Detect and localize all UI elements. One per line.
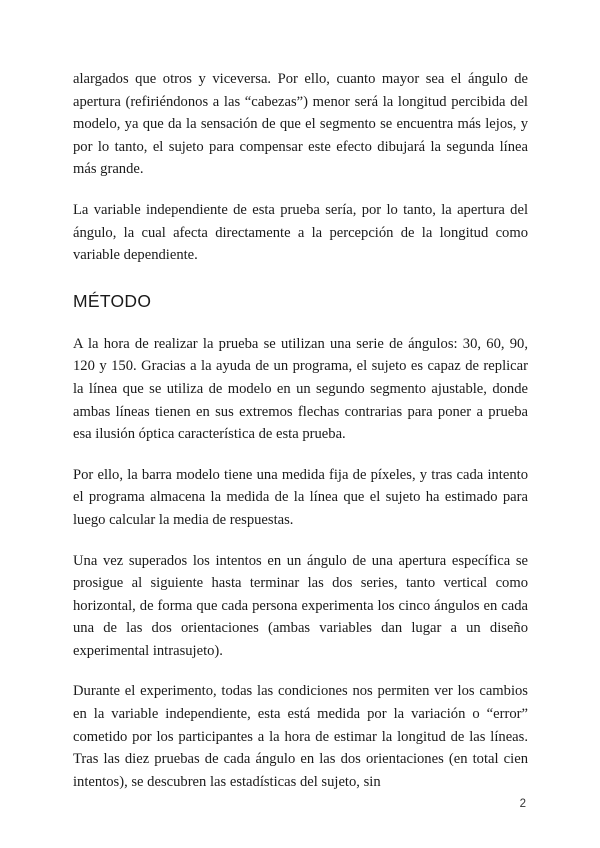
paragraph-method-2: Por ello, la barra modelo tiene una medida fija de píxeles, y tras cada intento el programa almacena la medida de la línea que el sujeto ha estimado para luego calcular la media de respuestas. [73, 466, 528, 528]
page-number: 2 [519, 798, 526, 810]
paragraph-method-4: Durante el experimento, todas las condiciones nos permiten ver los cambios en la variable independiente, esta está medida por la variación o “error” cometido por los participantes a la hora de estimar la longitud de las líneas. Tras las diez pruebas de cada ángulo en las dos orientaciones (en total cien intentos), se descubren las estadísticas del sujeto, sin [73, 683, 528, 790]
paragraph-method-1: A la hora de realizar la prueba se utilizan una serie de ángulos: 30, 60, 90, 120 y 150. Gracias a la ayuda de un programa, el sujeto es capaz de replicar la línea que se utiliza de modelo en un segundo segmento ajustable, donde ambas líneas tienen en sus extremos flechas contrarias para poner a prueba esa ilusión óptica característica de esta prueba. [73, 335, 528, 443]
section-heading-metodo: MÉTODO [73, 290, 152, 311]
paragraph-method-3: Una vez superados los intentos en un ángulo de una apertura específica se prosigue al siguiente hasta terminar las dos series, tanto vertical como horizontal, de forma que cada persona experimenta los cinco ángulos en cada una de las dos orientaciones (ambas variables dan lugar a un diseño experimental intrasujeto). [73, 552, 528, 659]
document-page [73, 68, 528, 793]
paragraph-intro-1: alargados que otros y viceversa. Por ello, cuanto mayor sea el ángulo de apertura (refiriéndonos a las “cabezas”) menor será la longitud percibida del modelo, ya que da la sensación de que el segmento se encuentra más lejos, y por lo tanto, el sujeto para compensar este efecto dibujará la segunda línea más grande. [73, 71, 528, 178]
paragraph-intro-2: La variable independiente de esta prueba sería, por lo tanto, la apertura del ángulo, la cual afecta directamente a la percepción de la longitud como variable dependiente. [73, 201, 528, 264]
